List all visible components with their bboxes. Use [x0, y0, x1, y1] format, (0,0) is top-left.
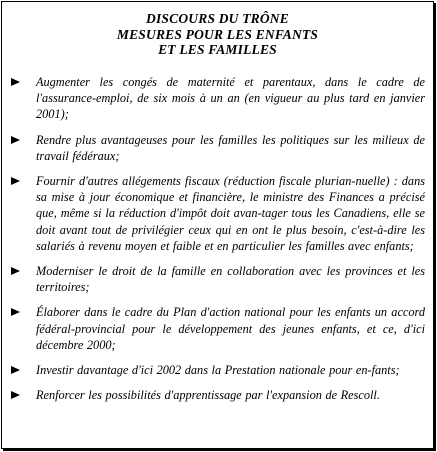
list-item: [2, 74, 433, 123]
measures-list: [2, 74, 433, 412]
arrow-bullet-icon: [11, 366, 20, 374]
list-item-text: Élaborer dans le cadre du Plan d'action national pour les enfants un accord fédéral-provincial pour le développement des jeunes enfants, et ce, d'ici décembre 2000;: [36, 305, 425, 352]
list-item-text: Augmenter les congés de maternité et parentaux, dans le cadre de l'assurance-emploi, de six mois à un an (en vigueur au plus tard en janvier 2001);: [36, 75, 425, 122]
list-item: [2, 362, 433, 378]
arrow-bullet-icon: [11, 78, 20, 86]
document-title: [2, 11, 433, 58]
title-line-2: MESURES POUR LES ENFANTS: [116, 26, 319, 42]
list-item-text: Renforcer les possibilités d'apprentissage par l'expansion de Rescoll.: [36, 388, 380, 403]
list-item: [2, 304, 433, 353]
list-item-text: Moderniser le droit de la famille en collaboration avec les provinces et les territoires;: [36, 264, 425, 295]
arrow-bullet-icon: [11, 391, 20, 399]
list-item: [2, 263, 433, 295]
title-line-1: DISCOURS DU TRÔNE: [146, 11, 289, 26]
arrow-bullet-icon: [11, 267, 20, 275]
list-item-text: Investir davantage d'ici 2002 dans la Prestation nationale pour en-fants;: [36, 363, 400, 378]
list-item: [2, 387, 433, 403]
document-frame: [1, 1, 434, 449]
arrow-bullet-icon: [11, 136, 20, 144]
list-item: [2, 132, 433, 164]
list-item: [2, 173, 433, 254]
title-line-3: ET LES FAMILLES: [158, 42, 277, 57]
list-item-text: Fournir d'autres allégements fiscaux (réduction fiscale plurian-nuelle) : dans sa mise à jour économique et financière, le ministre des Finances a précisé que, même si la réduction d'impôt doit avan-tager tous les Canadiens, elle se doit avant tout de privilégier ceux qui en ont le plus besoin, c'est-à-dire les salariés à revenu moyen et faible et en particulier les familles avec enfants;: [36, 174, 425, 253]
arrow-bullet-icon: [11, 308, 20, 316]
list-item-text: Rendre plus avantageuses pour les familles les politiques sur les milieux de travail fédéraux;: [36, 132, 425, 163]
arrow-bullet-icon: [11, 177, 20, 185]
